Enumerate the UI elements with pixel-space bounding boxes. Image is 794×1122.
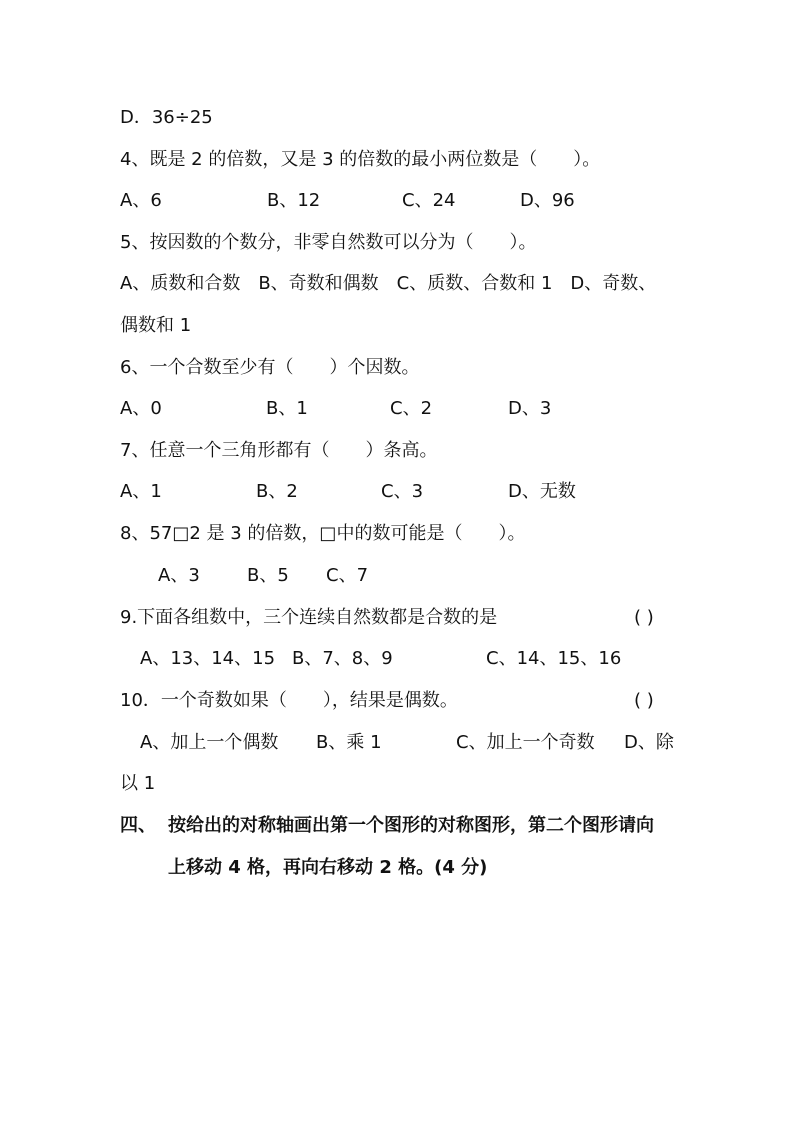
section4-instruction-line1: 按给出的对称轴画出第一个图形的对称图形，第二个图形请向	[168, 815, 654, 836]
q4-option-b: B、12	[267, 190, 321, 211]
q9-option-a: A、13、14、15	[140, 648, 276, 669]
prev-option-d: D．36÷25	[120, 107, 213, 128]
q7-stem: 7、任意一个三角形都有（ ）条高。	[120, 440, 438, 461]
q8-option-a: A、3	[158, 565, 200, 586]
q8-option-c: C、7	[326, 565, 369, 586]
q10-option-a: A、加上一个偶数	[140, 732, 279, 753]
q9-option-c: C、14、15、16	[486, 648, 622, 669]
q7-option-b: B、2	[256, 481, 298, 502]
q10-options-line2: 以 1	[120, 773, 156, 794]
q10-answer-blank: ( )	[634, 690, 654, 711]
q10-option-b: B、乘 1	[316, 732, 382, 753]
q4-option-c: C、24	[402, 190, 456, 211]
q9-answer-blank: ( )	[634, 607, 654, 628]
section4-instruction-line2: 上移动 4 格，再向右移动 2 格。(4 分)	[168, 857, 488, 878]
q5-options-line1: A、质数和合数 B、奇数和偶数 C、质数、合数和 1 D、奇数、	[120, 273, 657, 294]
q5-stem: 5、按因数的个数分，非零自然数可以分为（ ）。	[120, 232, 537, 253]
q8-stem: 8、57□2 是 3 的倍数，□中的数可能是（ ）。	[120, 523, 526, 544]
q9-stem: 9.下面各组数中，三个连续自然数都是合数的是	[120, 607, 498, 628]
q6-stem: 6、一个合数至少有（ ）个因数。	[120, 357, 420, 378]
q6-option-c: C、2	[390, 398, 433, 419]
q7-option-d: D、无数	[508, 481, 576, 502]
q4-stem: 4、既是 2 的倍数，又是 3 的倍数的最小两位数是（ ）。	[120, 149, 601, 170]
q10-option-c: C、加上一个奇数	[456, 732, 595, 753]
q10-stem: 10．一个奇数如果（ ），结果是偶数。	[120, 690, 458, 711]
q4-option-d: D、96	[520, 190, 575, 211]
q7-option-c: C、3	[381, 481, 424, 502]
q8-option-b: B、5	[247, 565, 289, 586]
q7-option-a: A、1	[120, 481, 162, 502]
section4-number: 四、	[120, 815, 156, 836]
q6-option-b: B、1	[266, 398, 308, 419]
q9-option-b: B、7、8、9	[292, 648, 393, 669]
q4-option-a: A、6	[120, 190, 162, 211]
q10-option-d: D、除	[624, 732, 674, 753]
q6-option-a: A、0	[120, 398, 162, 419]
q5-options-line2: 偶数和 1	[120, 315, 192, 336]
q6-option-d: D、3	[508, 398, 552, 419]
